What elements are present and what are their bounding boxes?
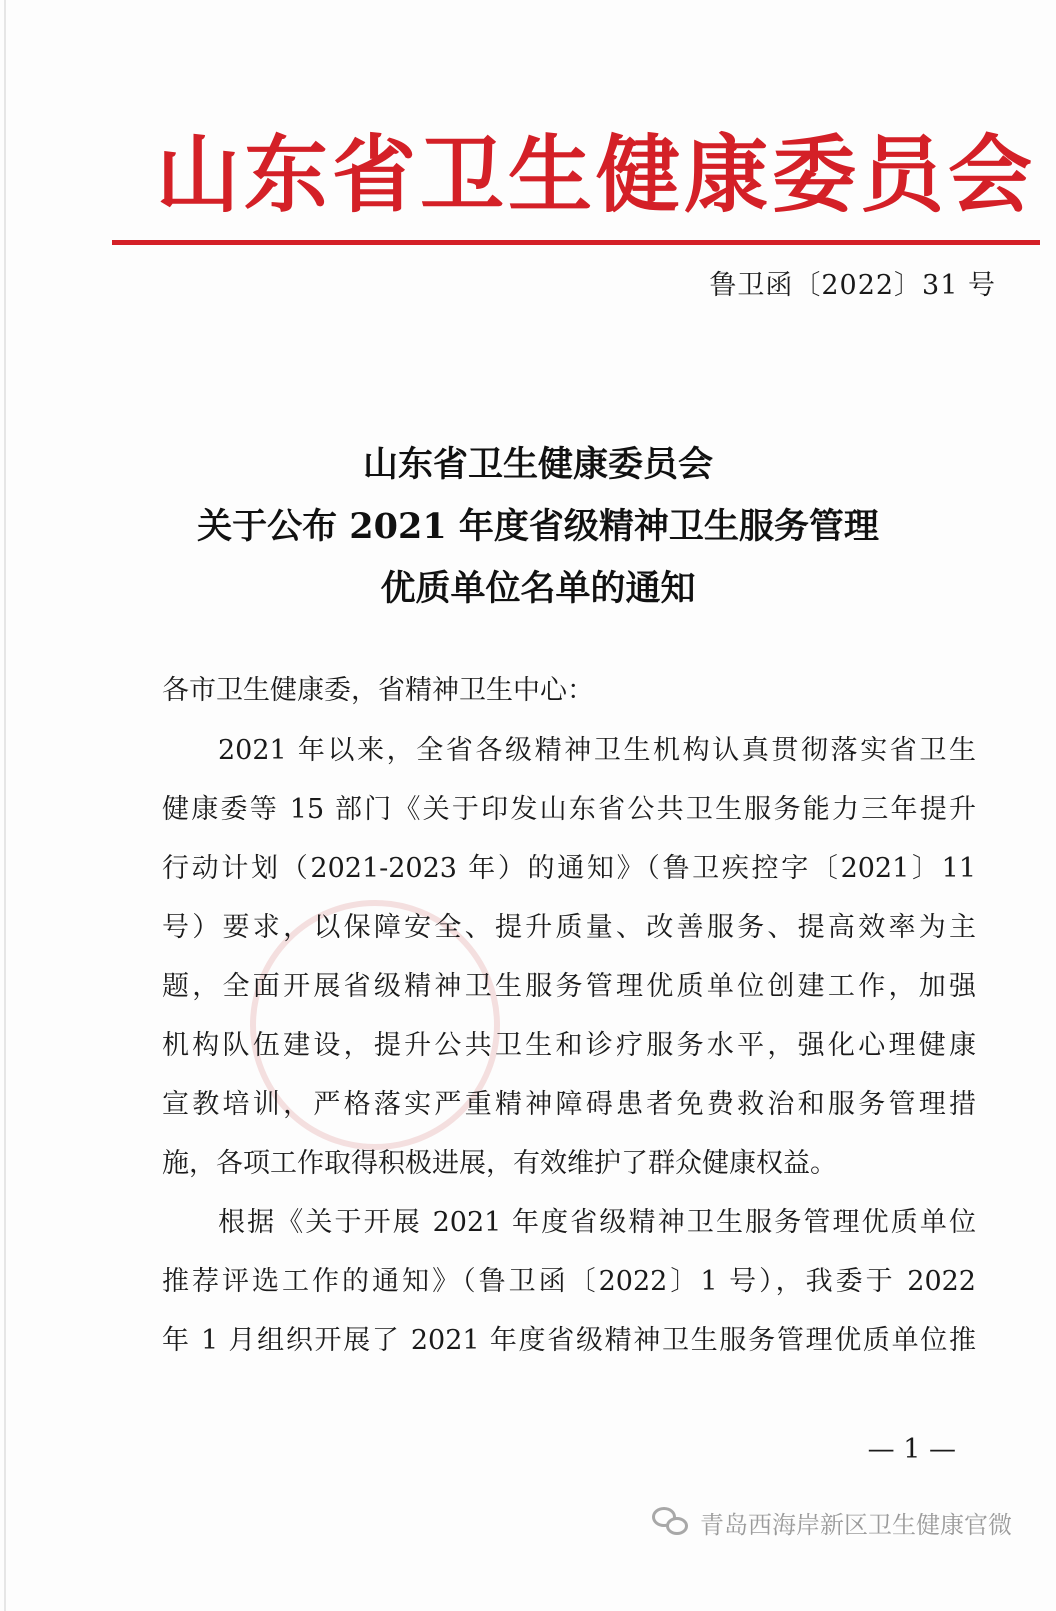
body-line: 推荐评选工作的通知》（鲁卫函〔2022〕1 号），我委于 2022 [162, 1266, 976, 1297]
body-line: 根据《关于开展 2021 年度省级精神卫生服务管理优质单位 [218, 1207, 976, 1238]
document-number: 鲁卫函〔2022〕31 号 [709, 270, 996, 301]
page-edge [4, 0, 6, 1611]
notice-title [100, 434, 976, 620]
notice-title-line-3: 优质单位名单的通知 [380, 568, 696, 609]
body-line: 题，全面开展省级精神卫生服务管理优质单位创建工作，加强 [162, 971, 976, 1002]
body-line: 2021 年以来，全省各级精神卫生机构认真贯彻落实省卫生 [218, 735, 976, 766]
body-line: 行动计划（2021-2023 年）的通知》（鲁卫疾控字〔2021〕11 [162, 853, 976, 884]
notice-body [162, 731, 976, 1380]
notice-title-line-2: 关于公布 2021 年度省级精神卫生服务管理 [197, 506, 879, 547]
notice-title-line-1: 山东省卫生健康委员会 [362, 444, 713, 485]
body-line: 宣教培训，严格落实严重精神障碍患者免费救治和服务管理措 [162, 1089, 976, 1120]
body-line: 号）要求，以保障安全、提升质量、改善服务、提高效率为主 [162, 912, 976, 943]
letterhead-title: 山东省卫生健康委员会 [156, 126, 1037, 224]
addressee: 各市卫生健康委，省精神卫生中心： [162, 675, 594, 706]
wechat-icon [652, 1507, 690, 1537]
letterhead-red-rule [112, 240, 1040, 245]
body-line: 机构队伍建设，提升公共卫生和诊疗服务水平，强化心理健康 [162, 1030, 976, 1061]
watermark-text: 青岛西海岸新区卫生健康官微 [700, 1510, 1012, 1539]
wechat-watermark [652, 1502, 1012, 1542]
body-line: 健康委等 15 部门《关于印发山东省公共卫生服务能力三年提升 [162, 794, 976, 825]
body-line: 施，各项工作取得积极进展，有效维护了群众健康权益。 [162, 1148, 837, 1179]
page-number: — 1 — [867, 1434, 956, 1465]
body-line: 年 1 月组织开展了 2021 年度省级精神卫生服务管理优质单位推 [162, 1325, 976, 1356]
